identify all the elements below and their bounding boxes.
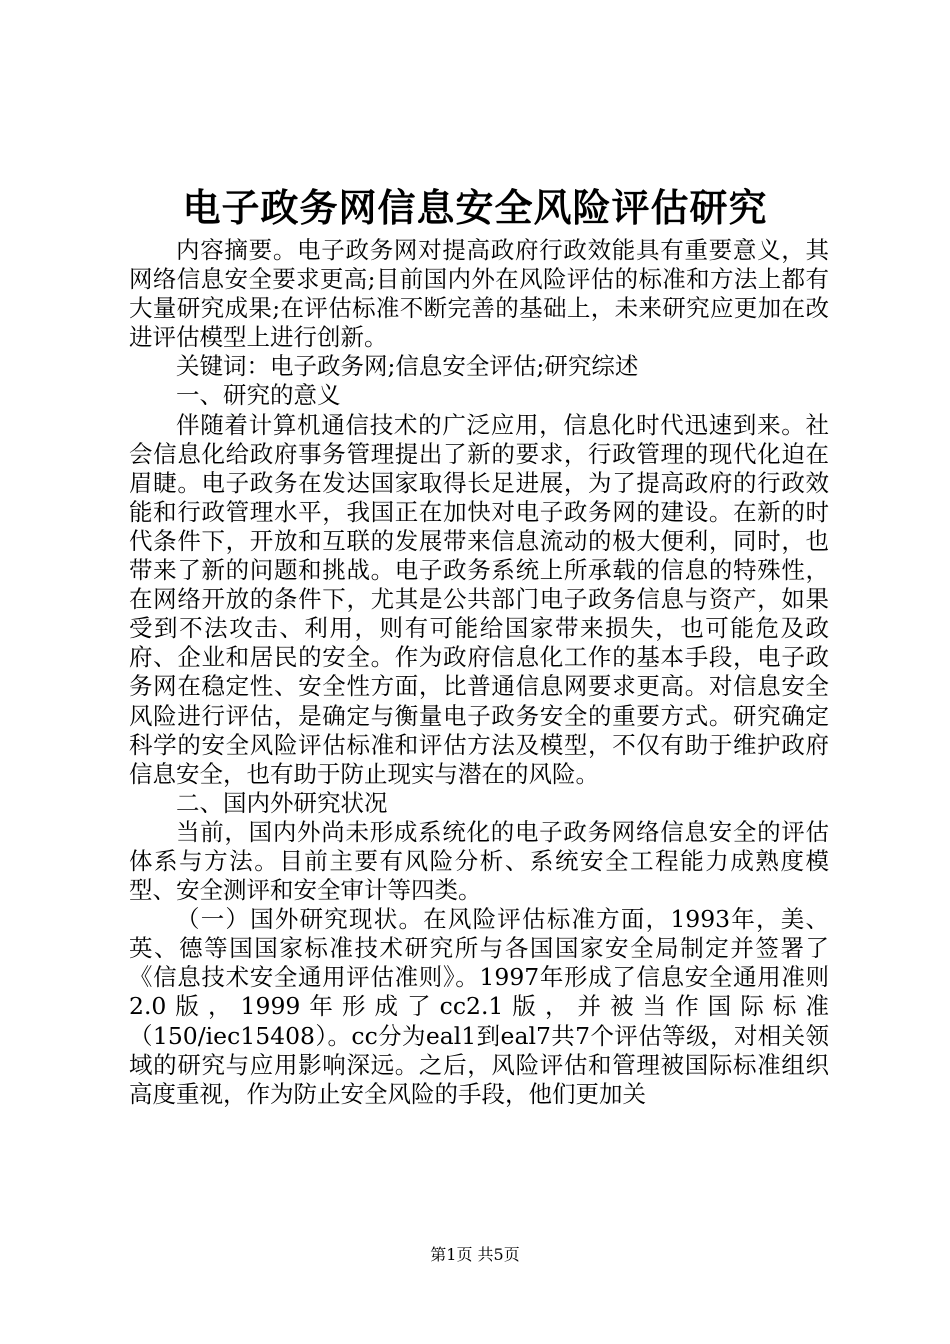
keywords-paragraph: 关键词：电子政务网;信息安全评估;研究综述 xyxy=(176,352,639,381)
document-title: 电子政务网信息安全风险评估研究 xyxy=(182,185,768,230)
document-body xyxy=(129,236,829,1109)
section-heading-significance: 一、研究的意义 xyxy=(176,381,341,410)
page-number: 第1页 共5页 xyxy=(430,1245,520,1264)
section-heading-research-status: 二、国内外研究状况 xyxy=(176,788,388,817)
abstract-paragraph: 内容摘要。电子政务网对提高政府行政效能具有重要意义，其网络信息安全要求更高;目前国内外在风险评估的标准和方法上都有大量研究成果;在评估标准不断完善的基础上，未来研究应更加在改进评估模型上进行创新。 xyxy=(129,236,829,352)
body-paragraph: 伴随着计算机通信技术的广泛应用，信息化时代迅速到来。社会信息化给政府事务管理提出了新的要求，行政管理的现代化迫在眉睫。电子政务在发达国家取得长足进展，为了提高政府的行政效能和行政管理水平，我国正在加快对电子政务网的建设。在新的时代条件下，开放和互联的发展带来信息流动的极大便利，同时，也带来了新的问题和挑战。电子政务系统上所承载的信息的特殊性，在网络开放的条件下，尤其是公共部门电子政务信息与资产，如果受到不法攻击、利用，则有可能给国家带来损失，也可能危及政府、企业和居民的安全。作为政府信息化工作的基本手段，电子政务网在稳定性、安全性方面，比普通信息网要求更高。对信息安全风险进行评估，是确定与衡量电子政务安全的重要方式。研究确定科学的安全风险评估标准和评估方法及模型，不仅有助于维护政府信息安全，也有助于防止现实与潜在的风险。 xyxy=(129,410,829,788)
body-paragraph: （一）国外研究现状。在风险评估标准方面，1993年，美、英、德等国国家标准技术研究所与各国国家安全局制定并签署了《信息技术安全通用评估准则》。1997年形成了信息安全通用准则2.0版，1999年形成了cc2.1版，并被当作国际标准（150/iec15408）。cc分为eal1到eal7共7个评估等级，对相关领域的研究与应用影响深远。之后，风险评估和管理被国际标准组织高度重视，作为防止安全风险的手段，他们更加关 xyxy=(129,905,829,1108)
body-paragraph: 当前，国内外尚未形成系统化的电子政务网络信息安全的评估体系与方法。目前主要有风险分析、系统安全工程能力成熟度模型、安全测评和安全审计等四类。 xyxy=(129,817,829,905)
